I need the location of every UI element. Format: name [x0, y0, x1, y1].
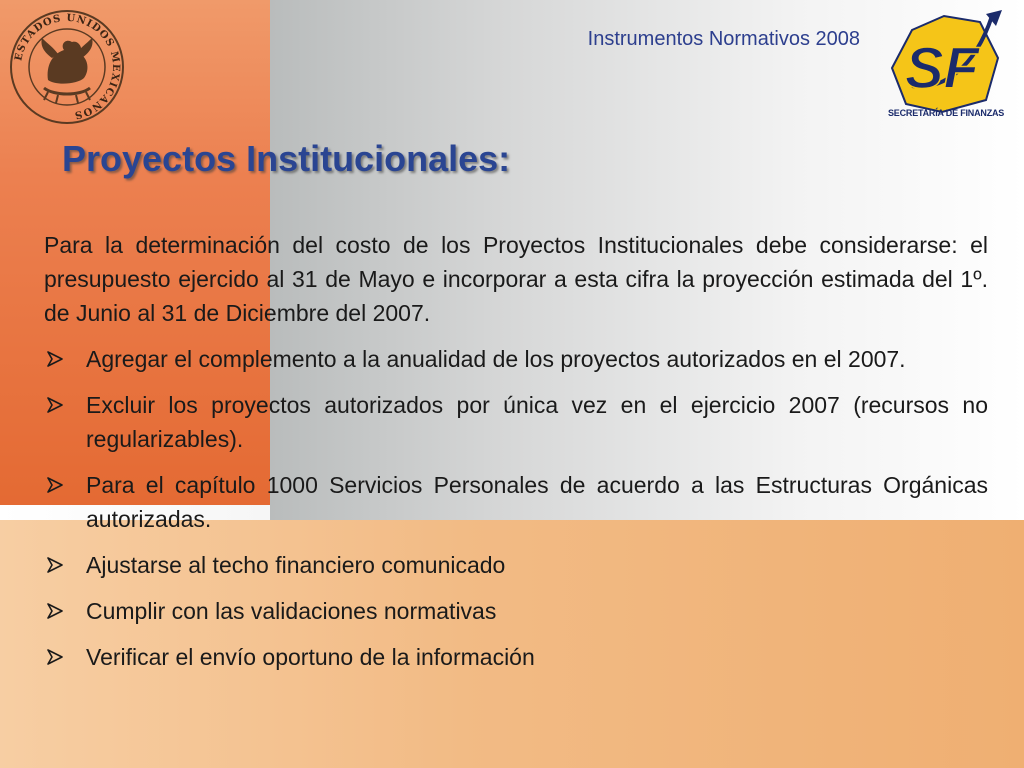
arrowhead-bullet-icon	[47, 397, 63, 413]
bullet-list	[44, 342, 988, 674]
arrowhead-bullet-icon	[47, 649, 63, 665]
bullet-text: Agregar el complemento a la anualidad de los proyectos autorizados en el 2007.	[86, 346, 906, 372]
page-title: Proyectos Institucionales:	[62, 138, 511, 179]
bullet-text: Verificar el envío oportuno de la información	[86, 644, 535, 670]
list-item	[44, 640, 988, 674]
seal-text: ESTADOS UNIDOS MEXICANOS	[13, 12, 122, 121]
mexican-coat-of-arms-icon	[8, 8, 126, 126]
logo-letters: SF	[904, 36, 980, 101]
arrowhead-bullet-icon	[47, 557, 63, 573]
list-item	[44, 342, 988, 376]
list-item	[44, 594, 988, 628]
bullet-text: Cumplir con las validaciones normativas	[86, 598, 497, 624]
arrowhead-bullet-icon	[47, 603, 63, 619]
bullet-text: Para el capítulo 1000 Servicios Personales de acuerdo a las Estructuras Orgánicas autorizadas.	[86, 472, 988, 532]
arrowhead-bullet-icon	[47, 477, 63, 493]
arrowhead-bullet-icon	[47, 351, 63, 367]
bullet-text: Excluir los proyectos autorizados por única vez en el ejercicio 2007 (recursos no regularizables).	[86, 392, 988, 452]
list-item	[44, 468, 988, 536]
header-title: Instrumentos Normativos 2008	[587, 28, 860, 50]
logo-caption: SECRETARÍA DE FINANZAS	[888, 108, 1005, 118]
slide-content	[44, 228, 988, 686]
bullet-text: Ajustarse al techo financiero comunicado	[86, 552, 506, 578]
list-item	[44, 548, 988, 582]
intro-paragraph: Para la determinación del costo de los Proyectos Institucionales debe considerarse: el presupuesto ejercido al 31 de Mayo e incorporar a esta cifra la proyección estimada del 1º. de Junio al 31 de Diciembre del 2007.	[44, 232, 988, 326]
list-item	[44, 388, 988, 456]
